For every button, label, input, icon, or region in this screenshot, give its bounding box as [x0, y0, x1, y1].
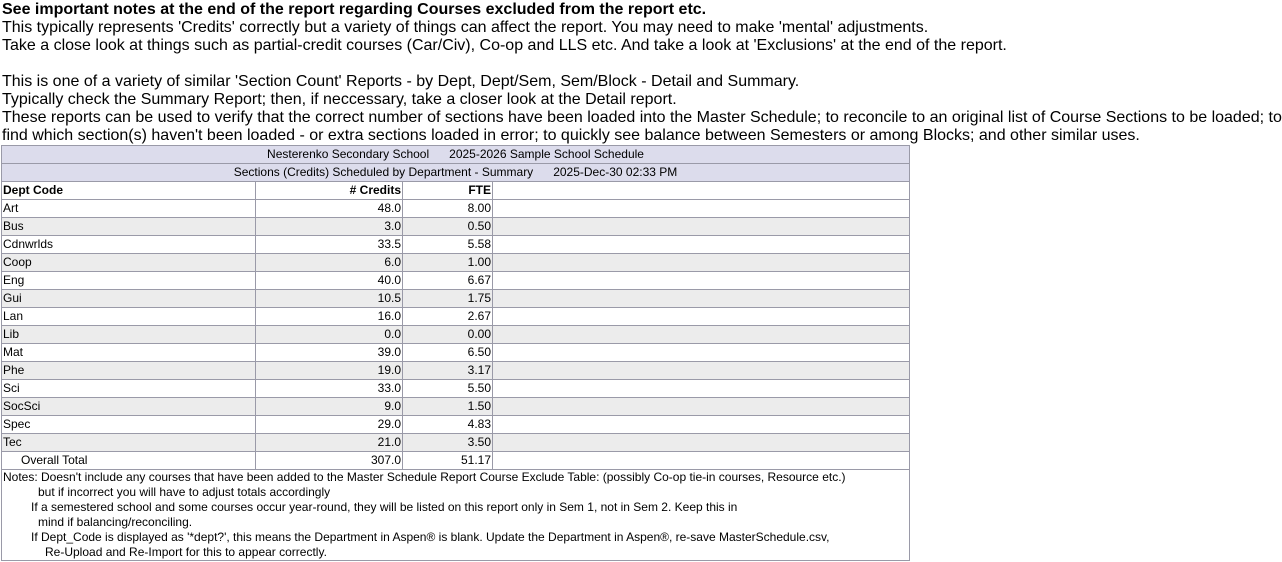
fte-cell: 3.50	[403, 434, 493, 452]
intro-heading: See important notes at the end of the report regarding Courses excluded from the report etc.	[2, 1, 707, 18]
dept-cell: Art	[2, 200, 256, 218]
column-headers	[2, 182, 910, 200]
credits-cell: 39.0	[256, 344, 403, 362]
school-line: Nesterenko Secondary School 2025-2026 Sample School Schedule	[2, 146, 910, 164]
fte-cell: 2.67	[403, 308, 493, 326]
dept-cell: Tec	[2, 434, 256, 452]
table-row	[2, 398, 910, 416]
blank-cell	[493, 398, 910, 416]
blank-cell	[493, 362, 910, 380]
dept-cell: Coop	[2, 254, 256, 272]
credits-cell: 3.0	[256, 218, 403, 236]
fte-cell: 0.50	[403, 218, 493, 236]
blank-cell	[493, 308, 910, 326]
dept-cell: Mat	[2, 344, 256, 362]
table-row	[2, 272, 910, 290]
table-row	[2, 416, 910, 434]
credits-cell: 48.0	[256, 200, 403, 218]
table-row	[2, 218, 910, 236]
dept-cell: Phe	[2, 362, 256, 380]
table-row	[2, 344, 910, 362]
col-header-fte: FTE	[403, 182, 493, 200]
blank-cell	[493, 200, 910, 218]
blank-cell	[493, 416, 910, 434]
credits-cell: 40.0	[256, 272, 403, 290]
credits-cell: 33.5	[256, 236, 403, 254]
intro-line-4: Typically check the Summary Report; then, if neccessary, take a closer look at the Detail report.	[2, 91, 677, 108]
intro-line-1: This typically represents 'Credits' correctly but a variety of things can affect the report. You may need to make 'mental' adjustments.	[2, 19, 929, 36]
note-line: If Dept_Code is displayed as '*dept?', this means the Department in Aspen® is blank. Update the Department in Aspen®, re-save MasterSchedule.csv,	[31, 530, 830, 544]
credits-cell: 16.0	[256, 308, 403, 326]
credits-cell: 0.0	[256, 326, 403, 344]
report-school-header	[2, 146, 910, 164]
total-label: Overall Total	[2, 452, 256, 470]
fte-cell: 5.58	[403, 236, 493, 254]
blank-cell	[493, 218, 910, 236]
credits-cell: 9.0	[256, 398, 403, 416]
blank-cell	[493, 344, 910, 362]
report-table	[1, 145, 910, 561]
intro-line-3: This is one of a variety of similar 'Section Count' Reports - by Dept, Dept/Sem, Sem/Block - Detail and Summary.	[2, 73, 800, 90]
table-row	[2, 290, 910, 308]
credits-cell: 21.0	[256, 434, 403, 452]
blank-cell	[493, 380, 910, 398]
intro-line-6: find which section(s) haven't been loaded - or extra sections loaded in error; to quickly see balance between Semesters or among Blocks; and other similar uses.	[2, 127, 1140, 144]
total-row	[2, 452, 910, 470]
fte-cell: 6.67	[403, 272, 493, 290]
dept-cell: Lib	[2, 326, 256, 344]
table-row	[2, 308, 910, 326]
blank-cell	[493, 452, 910, 470]
table-row	[2, 434, 910, 452]
table-row	[2, 200, 910, 218]
fte-cell: 1.50	[403, 398, 493, 416]
fte-cell: 1.75	[403, 290, 493, 308]
total-credits: 307.0	[256, 452, 403, 470]
credits-cell: 19.0	[256, 362, 403, 380]
table-row	[2, 236, 910, 254]
table-row	[2, 380, 910, 398]
credits-cell: 29.0	[256, 416, 403, 434]
blank-cell	[493, 236, 910, 254]
intro-line-5: These reports can be used to verify that the correct number of sections have been loaded into the Master Schedule; to reconcile to an original list of Course Sections to be loaded; to	[2, 109, 1282, 126]
blank-cell	[493, 290, 910, 308]
total-fte: 51.17	[403, 452, 493, 470]
dept-cell: Spec	[2, 416, 256, 434]
blank-cell	[493, 434, 910, 452]
dept-cell: Sci	[2, 380, 256, 398]
col-header-dept: Dept Code	[2, 182, 256, 200]
notes-row	[2, 470, 910, 561]
fte-cell: 6.50	[403, 344, 493, 362]
dept-cell: Cdnwrlds	[2, 236, 256, 254]
col-header-blank	[493, 182, 910, 200]
note-line: Notes: Doesn't include any courses that have been added to the Master Schedule Report Course Exclude Table: (possibly Co-op tie-in courses, Resource etc.)	[3, 470, 846, 484]
fte-cell: 5.50	[403, 380, 493, 398]
credits-cell: 33.0	[256, 380, 403, 398]
dept-cell: SocSci	[2, 398, 256, 416]
note-line: mind if balancing/reconciling.	[38, 515, 193, 529]
intro-spacer	[2, 55, 1282, 73]
blank-cell	[493, 272, 910, 290]
credits-cell: 10.5	[256, 290, 403, 308]
intro-section	[0, 0, 1282, 145]
dept-cell: Lan	[2, 308, 256, 326]
report-title-header	[2, 164, 910, 182]
fte-cell: 4.83	[403, 416, 493, 434]
note-line: Re-Upload and Re-Import for this to appear correctly.	[45, 545, 327, 559]
col-header-credits: # Credits	[256, 182, 403, 200]
dept-cell: Bus	[2, 218, 256, 236]
dept-cell: Eng	[2, 272, 256, 290]
fte-cell: 1.00	[403, 254, 493, 272]
fte-cell: 0.00	[403, 326, 493, 344]
fte-cell: 8.00	[403, 200, 493, 218]
intro-line-2: Take a close look at things such as partial-credit courses (Car/Civ), Co-op and LLS etc. And take a look at 'Exclusions' at the end of the report.	[2, 37, 1007, 54]
dept-cell: Gui	[2, 290, 256, 308]
table-row	[2, 362, 910, 380]
table-row	[2, 254, 910, 272]
note-line: but if incorrect you will have to adjust totals accordingly	[38, 485, 331, 499]
table-row	[2, 326, 910, 344]
report-title: Sections (Credits) Scheduled by Department - Summary 2025-Dec-30 02:33 PM	[2, 164, 910, 182]
fte-cell: 3.17	[403, 362, 493, 380]
blank-cell	[493, 254, 910, 272]
blank-cell	[493, 326, 910, 344]
notes-cell	[2, 470, 910, 561]
credits-cell: 6.0	[256, 254, 403, 272]
note-line: If a semestered school and some courses occur year-round, they will be listed on this report only in Sem 1, not in Sem 2. Keep this in	[31, 500, 738, 514]
